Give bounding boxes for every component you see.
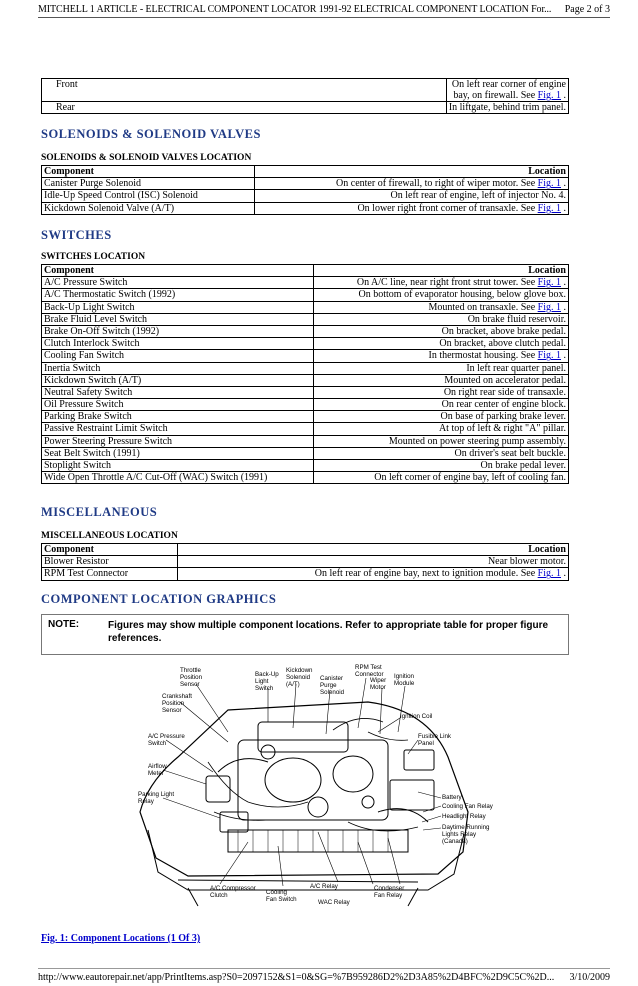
label-wiper-motor: Wiper Motor bbox=[370, 677, 387, 691]
location-line2: bay, on firewall. See bbox=[453, 90, 536, 101]
page-number: Page 2 of 3 bbox=[564, 4, 610, 15]
component-cell: Seat Belt Switch (1991) bbox=[42, 447, 314, 459]
location-cell bbox=[446, 79, 568, 102]
location-line1: On left rear corner of engine bbox=[451, 79, 566, 90]
label-ac-relay: A/C Relay bbox=[310, 883, 338, 890]
location-cell: On rear center of engine block. bbox=[313, 399, 568, 411]
table-row bbox=[42, 202, 569, 214]
column-header-component: Component bbox=[42, 544, 178, 556]
fig-link[interactable]: Fig. 1 bbox=[537, 178, 561, 190]
column-header-location: Location bbox=[177, 544, 568, 556]
table-row bbox=[42, 289, 569, 301]
label-kickdown-solenoid: Kickdown Solenoid (A/T) bbox=[286, 667, 313, 688]
label-throttle-position-sensor: Throttle Position Sensor bbox=[180, 667, 203, 688]
header-title: MITCHELL 1 ARTICLE - ELECTRICAL COMPONENT LOCATOR 1991-92 ELECTRICAL COMPONENT LOCATION For... bbox=[38, 4, 552, 15]
table-row bbox=[42, 411, 569, 423]
location-cell bbox=[313, 277, 568, 289]
table-row bbox=[42, 447, 569, 459]
footer-url: http://www.eautorepair.net/app/PrintItems.asp?S0=2097152&S1=0&SG=%7B959286D2%2D3A85%2D4BFC%2D9C5C%2D... bbox=[38, 972, 555, 983]
component-cell: Rear bbox=[42, 102, 447, 114]
column-header-location: Location bbox=[313, 265, 568, 277]
table-header-row bbox=[42, 166, 569, 178]
fig-link[interactable]: Fig. 1 bbox=[537, 568, 561, 580]
suffix: . bbox=[563, 301, 566, 313]
table-caption-misc: MISCELLANEOUS LOCATION bbox=[41, 531, 178, 541]
table-row bbox=[42, 190, 569, 202]
label-wac-relay: WAC Relay bbox=[318, 899, 350, 906]
component-location-diagram bbox=[118, 662, 510, 912]
location-cell: In liftgate, behind trim panel. bbox=[446, 102, 568, 114]
component-cell: Idle-Up Speed Control (ISC) Solenoid bbox=[42, 190, 255, 202]
note-box bbox=[41, 614, 569, 655]
column-header-component: Component bbox=[42, 166, 255, 178]
suffix: . bbox=[563, 202, 566, 214]
component-cell: Clutch Interlock Switch bbox=[42, 338, 314, 350]
location-cell: On brake fluid reservoir. bbox=[313, 313, 568, 325]
table-row bbox=[42, 386, 569, 398]
label-cooling-fan-relay: Cooling Fan Relay bbox=[442, 803, 493, 810]
location-cell: At top of left & right "A" pillar. bbox=[313, 423, 568, 435]
location-cell bbox=[254, 178, 568, 190]
label-back-up-light-switch: Back-Up Light Switch bbox=[255, 671, 279, 692]
fig-link[interactable]: Fig. 1 bbox=[537, 301, 561, 313]
label-ignition-coil: Ignition Coil bbox=[400, 713, 433, 720]
location-cell bbox=[254, 202, 568, 214]
figure-caption-link[interactable]: Fig. 1: Component Locations (1 Of 3) bbox=[41, 933, 201, 944]
label-daytime-running-lights-relay: Daytime Running Lights Relay (Canada) bbox=[442, 824, 490, 845]
table-row bbox=[42, 362, 569, 374]
location-text: On center of firewall, to right of wiper motor. See bbox=[336, 178, 536, 190]
diagram-labels bbox=[138, 664, 494, 906]
label-ac-compressor-clutch: A/C Compressor Clutch bbox=[210, 885, 256, 899]
page-footer bbox=[38, 968, 610, 984]
location-cell bbox=[313, 301, 568, 313]
location-text: Mounted on transaxle. See bbox=[428, 301, 536, 313]
table-row bbox=[42, 423, 569, 435]
location-cell: On left corner of engine bay, left of cooling fan. bbox=[313, 472, 568, 484]
table-row bbox=[42, 556, 569, 568]
component-cell: RPM Test Connector bbox=[42, 568, 178, 580]
label-crankshaft-position-sensor: Crankshaft Position Sensor bbox=[162, 693, 192, 714]
suffix: . bbox=[563, 350, 566, 362]
label-battery: Battery bbox=[442, 794, 462, 801]
location-text: On A/C line, near right front strut tower. See bbox=[356, 277, 536, 289]
table-row bbox=[42, 472, 569, 484]
component-cell: A/C Thermostatic Switch (1992) bbox=[42, 289, 314, 301]
component-cell: Blower Resistor bbox=[42, 556, 178, 568]
component-cell: Parking Brake Switch bbox=[42, 411, 314, 423]
table-caption-solenoids: SOLENOIDS & SOLENOID VALVES LOCATION bbox=[41, 153, 252, 163]
table-row bbox=[42, 399, 569, 411]
location-cell: On bracket, above clutch pedal. bbox=[313, 338, 568, 350]
component-cell: Inertia Switch bbox=[42, 362, 314, 374]
switches-table bbox=[41, 264, 569, 484]
label-condenser-fan-relay: Condenser Fan Relay bbox=[374, 885, 405, 899]
location-cell: On driver's seat belt buckle. bbox=[313, 447, 568, 459]
location-cell: Near blower motor. bbox=[177, 556, 568, 568]
component-cell: Brake Fluid Level Switch bbox=[42, 313, 314, 325]
location-cell: On bracket, above brake pedal. bbox=[313, 325, 568, 337]
label-canister-purge-solenoid: Canister Purge Solenoid bbox=[320, 675, 345, 696]
location-text: On lower right front corner of transaxle. See bbox=[357, 202, 536, 214]
table-row bbox=[42, 178, 569, 190]
suffix: . bbox=[563, 178, 566, 190]
location-cell: On left rear of engine, left of injector No. 4. bbox=[254, 190, 568, 202]
table-row bbox=[42, 325, 569, 337]
location-cell: On bottom of evaporator housing, below glove box. bbox=[313, 289, 568, 301]
component-cell: Wide Open Throttle A/C Cut-Off (WAC) Switch (1991) bbox=[42, 472, 314, 484]
location-cell bbox=[177, 568, 568, 580]
label-ac-pressure-switch: A/C Pressure Switch bbox=[148, 733, 185, 747]
label-ignition-module: Ignition Module bbox=[394, 673, 415, 687]
table-row bbox=[42, 374, 569, 386]
fig-link[interactable]: Fig. 1 bbox=[537, 90, 561, 101]
table-row bbox=[42, 277, 569, 289]
table-row bbox=[42, 301, 569, 313]
table-row bbox=[42, 313, 569, 325]
component-cell: Stoplight Switch bbox=[42, 460, 314, 472]
section-title-graphics: COMPONENT LOCATION GRAPHICS bbox=[41, 592, 277, 606]
location-text: In thermostat housing. See bbox=[428, 350, 536, 362]
suffix: . bbox=[563, 90, 566, 101]
component-cell: Kickdown Switch (A/T) bbox=[42, 374, 314, 386]
component-cell: A/C Pressure Switch bbox=[42, 277, 314, 289]
component-cell: Power Steering Pressure Switch bbox=[42, 435, 314, 447]
column-header-location: Location bbox=[254, 166, 568, 178]
column-header-component: Component bbox=[42, 265, 314, 277]
lamps-table-continued bbox=[41, 78, 569, 114]
suffix: . bbox=[563, 277, 566, 289]
section-title-misc: MISCELLANEOUS bbox=[41, 505, 158, 519]
component-cell: Front bbox=[42, 79, 447, 102]
location-cell: On brake pedal lever. bbox=[313, 460, 568, 472]
component-cell: Brake On-Off Switch (1992) bbox=[42, 325, 314, 337]
component-cell: Neutral Safety Switch bbox=[42, 386, 314, 398]
table-row bbox=[42, 338, 569, 350]
component-cell: Oil Pressure Switch bbox=[42, 399, 314, 411]
fig-link[interactable]: Fig. 1 bbox=[537, 202, 561, 214]
engine-bay-illustration bbox=[118, 662, 510, 912]
table-row bbox=[42, 79, 569, 102]
section-title-switches: SWITCHES bbox=[41, 228, 112, 242]
label-rpm-test-connector: RPM Test Connector bbox=[355, 664, 384, 678]
solenoids-table bbox=[41, 165, 569, 215]
fig-link[interactable]: Fig. 1 bbox=[537, 350, 561, 362]
location-cell: In left rear quarter panel. bbox=[313, 362, 568, 374]
table-row bbox=[42, 568, 569, 580]
table-header-row bbox=[42, 544, 569, 556]
location-cell bbox=[313, 350, 568, 362]
label-headlight-relay: Headlight Relay bbox=[442, 813, 486, 820]
section-title-solenoids: SOLENOIDS & SOLENOID VALVES bbox=[41, 127, 261, 141]
fig-link[interactable]: Fig. 1 bbox=[537, 277, 561, 289]
component-cell: Cooling Fan Switch bbox=[42, 350, 314, 362]
footer-date: 3/10/2009 bbox=[569, 972, 610, 983]
note-text: Figures may show multiple component locations. Refer to appropriate table for proper figure references. bbox=[108, 620, 549, 644]
table-row bbox=[42, 102, 569, 114]
label-parking-light-relay: Parking Light Relay bbox=[138, 791, 175, 805]
table-row bbox=[42, 460, 569, 472]
component-cell: Kickdown Solenoid Valve (A/T) bbox=[42, 202, 255, 214]
misc-table bbox=[41, 543, 569, 581]
table-caption-switches: SWITCHES LOCATION bbox=[41, 252, 146, 262]
table-row bbox=[42, 435, 569, 447]
page-header bbox=[38, 2, 610, 18]
suffix: . bbox=[563, 568, 566, 580]
label-airflow-meter: Airflow Meter bbox=[148, 763, 167, 777]
component-cell: Back-Up Light Switch bbox=[42, 301, 314, 313]
location-cell: Mounted on power steering pump assembly. bbox=[313, 435, 568, 447]
location-text: On left rear of engine bay, next to ignition module. See bbox=[314, 568, 536, 580]
label-fusible-link-panel: Fusible Link Panel bbox=[418, 733, 452, 747]
component-cell: Canister Purge Solenoid bbox=[42, 178, 255, 190]
table-header-row bbox=[42, 265, 569, 277]
component-cell: Passive Restraint Limit Switch bbox=[42, 423, 314, 435]
location-cell: On right rear side of transaxle. bbox=[313, 386, 568, 398]
note-label: NOTE: bbox=[48, 619, 80, 630]
table-row bbox=[42, 350, 569, 362]
label-cooling-fan-switch: Cooling Fan Switch bbox=[266, 889, 297, 903]
location-cell: On base of parking brake lever. bbox=[313, 411, 568, 423]
location-cell: Mounted on accelerator pedal. bbox=[313, 374, 568, 386]
